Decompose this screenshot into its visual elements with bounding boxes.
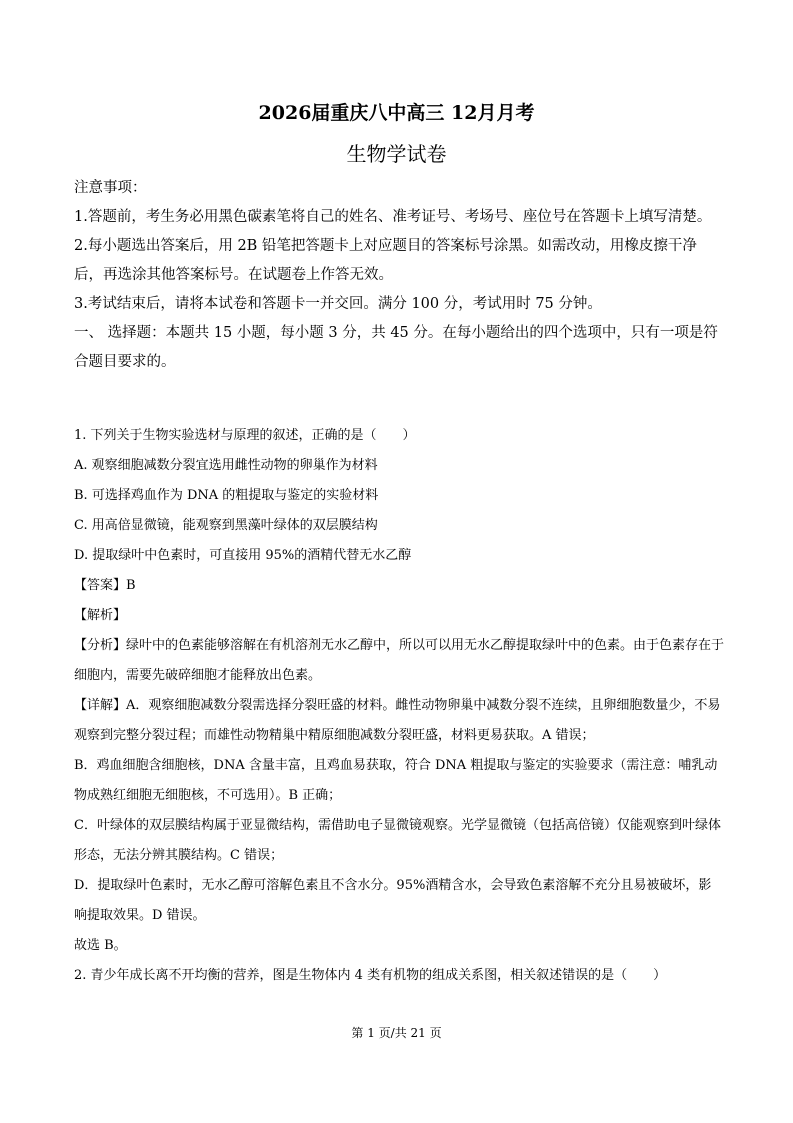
q1-conclusion: 故选 B。	[74, 938, 127, 953]
notes-section	[74, 174, 724, 377]
q1-option-c: C. 用高倍显微镜，能观察到黑藻叶绿体的双层膜结构	[74, 518, 378, 533]
note-item-3: 3.考试结束后，请将本试卷和答题卡一并交回。满分 100 分，考试用时 75 分钟。	[74, 296, 602, 312]
exam-title: 2026届重庆八中高三 12月月考	[258, 102, 535, 124]
q1-analysis-label: 【解析】	[74, 608, 127, 623]
q1-detail-c: C．叶绿体的双层膜结构属于亚显微结构，需借助电子显微镜观察。光学显微镜（包括高倍镜）仅能观察到叶绿体形态，无法分辨其膜结构。C 错误；	[74, 818, 721, 863]
q1-detail-b: B．鸡血细胞含细胞核，DNA 含量丰富，且鸡血易获取，符合 DNA 粗提取与鉴定的实验要求（需注意：哺乳动物成熟红细胞无细胞核，不可选用）。B 正确；	[74, 758, 718, 803]
q1-xiangjie: 【详解】A．观察细胞减数分裂需选择分裂旺盛的材料。雌性动物卵巢中减数分裂不连续，且卵细胞数量少，不易观察到完整分裂过程；而雄性动物精巢中精原细胞减数分裂旺盛，材料更易获取。A 错误；	[74, 698, 721, 743]
q1-option-b: B. 可选择鸡血作为 DNA 的粗提取与鉴定的实验材料	[74, 488, 379, 503]
section-heading: 一、 选择题：本题共 15 小题，每小题 3 分，共 45 分。在每小题给出的四个选项中，只有一项是符合题目要求的。	[74, 325, 718, 370]
exam-subtitle: 生物学试卷	[346, 142, 447, 166]
question-1	[74, 421, 724, 991]
q1-option-a: A. 观察细胞减数分裂宜选用雌性动物的卵巢作为材料	[74, 458, 378, 473]
q2-stem: 2. 青少年成长离不开均衡的营养，图是生物体内 4 类有机物的组成关系图，相关叙述错误的是（ ）	[74, 968, 667, 983]
q1-detail-d: D．提取绿叶色素时，无水乙醇可溶解色素且不含水分。95%酒精含水，会导致色素溶解不充分且易被破坏，影响提取效果。D 错误。	[74, 878, 712, 923]
page-footer: 第 1 页/共 21 页	[351, 1026, 442, 1040]
q1-answer: 【答案】B	[74, 578, 136, 593]
q1-stem: 1. 下列关于生物实验选材与原理的叙述，正确的是（ ）	[74, 428, 416, 443]
note-item-1: 1.答题前，考生务必用黑色碳素笔将自己的姓名、准考证号、考场号、座位号在答题卡上填写清楚。	[74, 209, 712, 225]
q1-fenxi: 【分析】绿叶中的色素能够溶解在有机溶剂无水乙醇中，所以可以用无水乙醇提取绿叶中的色素。由于色素存在于细胞内，需要先破碎细胞才能释放出色素。	[74, 638, 725, 683]
note-item-2: 2.每小题选出答案后，用 2B 铅笔把答题卡上对应题目的答案标号涂黑。如需改动，用橡皮擦干净后，再选涂其他答案标号。在试题卷上作答无效。	[74, 238, 697, 283]
q1-option-d: D. 提取绿叶中色素时，可直接用 95%的酒精代替无水乙醇	[74, 548, 412, 563]
notes-heading: 注意事项：	[74, 180, 147, 196]
